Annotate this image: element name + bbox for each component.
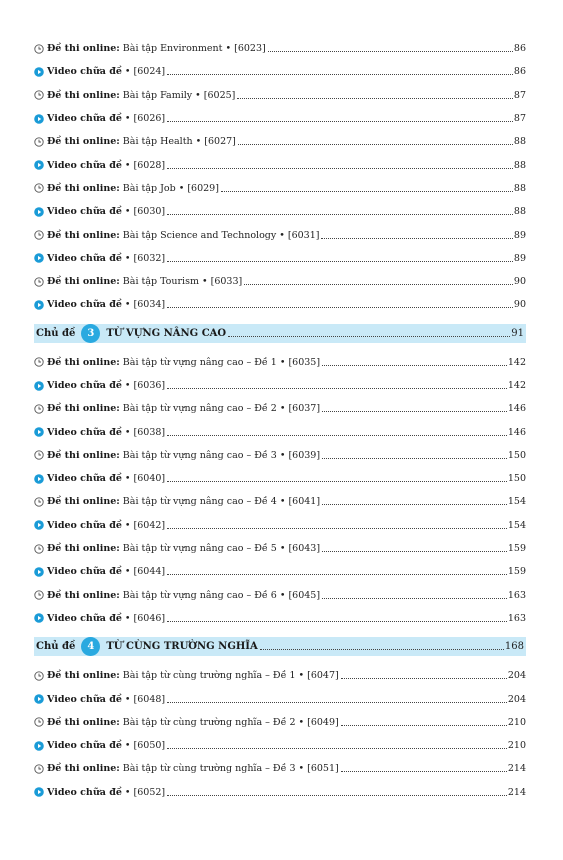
chapter-label: Chủ đề	[36, 641, 76, 653]
dot-leader	[167, 168, 513, 169]
toc-entry-exam[interactable]	[34, 130, 526, 153]
toc-entry-exam[interactable]	[34, 584, 526, 607]
entry-text: Bài tập Tourism • [6033]	[122, 276, 243, 288]
toc-entry-exam[interactable]	[34, 711, 526, 734]
entry-label: Video chữa đề	[47, 566, 122, 578]
play-circle-icon	[34, 300, 44, 310]
entry-text: Bài tập từ cùng trường nghĩa – Đề 2 • [6049]	[122, 716, 339, 728]
entry-text: • [6040]	[124, 473, 166, 485]
entry-label: Video chữa đề	[47, 612, 122, 624]
dot-leader	[167, 574, 507, 575]
entry-text: Bài tập Science and Technology • [6031]	[122, 229, 320, 241]
dot-leader	[238, 144, 513, 145]
toc-entry-exam[interactable]	[34, 397, 526, 420]
entry-page-number: 154	[507, 519, 526, 531]
dot-leader	[237, 98, 513, 99]
entry-page-number: 214	[507, 786, 526, 798]
toc-entry-exam[interactable]	[34, 37, 526, 60]
entry-text: Bài tập từ vựng nâng cao – Đề 1 • [6035]	[122, 356, 321, 368]
dot-leader	[322, 551, 507, 552]
dot-leader	[167, 621, 507, 622]
entry-page-number: 87	[513, 89, 526, 101]
entry-text: Bài tập từ vựng nâng cao – Đề 3 • [6039]	[122, 449, 321, 461]
entry-label: Video chữa đề	[47, 380, 122, 391]
entry-label: Đề thi online:	[47, 229, 120, 241]
chapter-title: TỪ VỰNG NÂNG CAO	[106, 327, 227, 339]
clock-icon	[34, 137, 44, 147]
entry-page-number: 146	[507, 403, 526, 415]
chapter-label: Chủ đề	[36, 327, 76, 339]
toc-entry-video[interactable]	[34, 200, 526, 223]
chapter-header[interactable]	[34, 637, 526, 656]
dot-leader	[167, 528, 507, 529]
toc-entry-exam[interactable]	[34, 223, 526, 246]
play-circle-icon	[34, 787, 44, 797]
dot-leader	[167, 702, 507, 703]
entry-text: • [6034]	[124, 299, 166, 311]
entry-label: Video chữa đề	[47, 693, 122, 705]
toc-entry-exam[interactable]	[34, 664, 526, 687]
chapter-page-number: 91	[511, 327, 524, 339]
entry-text: Bài tập từ vựng nâng cao – Đề 2 • [6037]	[122, 403, 321, 415]
play-circle-icon	[34, 381, 44, 391]
entry-text: Bài tập Environment • [6023]	[122, 43, 266, 55]
play-circle-icon	[34, 520, 44, 530]
entry-page-number: 163	[507, 612, 526, 624]
dot-leader	[322, 504, 507, 505]
dot-leader	[167, 748, 507, 749]
dot-leader	[321, 238, 512, 239]
entry-label: Đề thi online:	[47, 276, 120, 288]
toc-entry-exam[interactable]	[34, 757, 526, 780]
play-circle-icon	[34, 160, 44, 170]
clock-icon	[34, 671, 44, 681]
toc-entry-video[interactable]	[34, 607, 526, 630]
entry-page-number: 89	[513, 252, 526, 264]
play-circle-icon	[34, 253, 44, 263]
entry-text: Bài tập từ vựng nâng cao – Đề 5 • [6043]	[122, 543, 321, 555]
entry-text: Bài tập từ cùng trường nghĩa – Đề 1 • [6047]	[122, 670, 339, 682]
entry-page-number: 154	[507, 496, 526, 508]
dot-leader	[322, 411, 507, 412]
entry-page-number: 159	[507, 543, 526, 555]
entry-label: Đề thi online:	[47, 589, 120, 601]
entry-page-number: 88	[513, 159, 526, 171]
dot-leader	[341, 725, 507, 726]
entry-label: Đề thi online:	[47, 136, 120, 148]
toc-entry-video[interactable]	[34, 734, 526, 757]
entry-label: Đề thi online:	[47, 543, 120, 555]
entry-text: Bài tập từ vựng nâng cao – Đề 6 • [6045]	[122, 589, 321, 601]
entry-page-number: 86	[513, 43, 526, 55]
toc-entry-exam[interactable]	[34, 444, 526, 467]
entry-page-number: 87	[513, 113, 526, 125]
clock-icon	[34, 717, 44, 727]
toc-entry-exam[interactable]	[34, 537, 526, 560]
dot-leader	[167, 261, 513, 262]
entry-text: • [6042]	[124, 519, 166, 531]
entry-text: • [6030]	[124, 206, 166, 218]
entry-page-number: 214	[507, 763, 526, 775]
clock-icon	[34, 277, 44, 287]
entry-label: Video chữa đề	[47, 252, 122, 264]
dot-leader	[244, 284, 513, 285]
clock-icon	[34, 230, 44, 240]
play-circle-icon	[34, 67, 44, 77]
chapter-header[interactable]	[34, 324, 526, 343]
entry-label: Video chữa đề	[47, 740, 122, 752]
entry-page-number: 86	[513, 66, 526, 78]
entry-label: Video chữa đề	[47, 159, 122, 171]
dot-leader	[228, 336, 510, 337]
play-circle-icon	[34, 474, 44, 484]
entry-text: • [6044]	[124, 566, 166, 578]
entry-label: Video chữa đề	[47, 299, 122, 311]
clock-icon	[34, 44, 44, 54]
toc-entry-video[interactable]	[34, 687, 526, 710]
entry-text: Bài tập từ vựng nâng cao – Đề 4 • [6041]	[122, 496, 321, 508]
play-circle-icon	[34, 741, 44, 751]
entry-page-number: 90	[513, 276, 526, 288]
clock-icon	[34, 544, 44, 554]
dot-leader	[167, 307, 513, 308]
entry-page-number: 210	[507, 716, 526, 728]
play-circle-icon	[34, 694, 44, 704]
entry-text: • [6032]	[124, 252, 166, 264]
entry-page-number: 88	[513, 206, 526, 218]
dot-leader	[221, 191, 513, 192]
entry-text: • [6050]	[124, 740, 166, 752]
clock-icon	[34, 450, 44, 460]
play-circle-icon	[34, 427, 44, 437]
entry-label: Video chữa đề	[47, 113, 122, 125]
dot-leader	[167, 481, 507, 482]
dot-leader	[341, 678, 507, 679]
entry-page-number: 89	[513, 229, 526, 241]
dot-leader	[268, 51, 513, 52]
entry-label: Đề thi online:	[47, 670, 120, 682]
entry-page-number: 150	[507, 449, 526, 461]
play-circle-icon	[34, 207, 44, 217]
entry-page-number: 142	[507, 380, 526, 391]
entry-page-number: 146	[507, 426, 526, 438]
entry-page-number: 88	[513, 182, 526, 194]
entry-text: Bài tập từ cùng trường nghĩa – Đề 3 • [6051]	[122, 763, 339, 775]
toc-entry-video[interactable]	[34, 560, 526, 583]
entry-page-number: 88	[513, 136, 526, 148]
toc-entry-video[interactable]	[34, 107, 526, 130]
entry-page-number: 90	[513, 299, 526, 311]
entry-text: • [6024]	[124, 66, 166, 78]
entry-text: Bài tập Family • [6025]	[122, 89, 236, 101]
toc-entry-video[interactable]	[34, 60, 526, 83]
clock-icon	[34, 90, 44, 100]
dot-leader	[167, 121, 513, 122]
entry-label: Đề thi online:	[47, 43, 120, 55]
entry-label: Video chữa đề	[47, 426, 122, 438]
chapter-number-badge: 4	[81, 637, 100, 656]
entry-label: Đề thi online:	[47, 716, 120, 728]
toc-entry-exam[interactable]	[34, 84, 526, 107]
toc-entry-video[interactable]	[34, 514, 526, 537]
clock-icon	[34, 590, 44, 600]
entry-label: Đề thi online:	[47, 403, 120, 415]
dot-leader	[322, 598, 507, 599]
toc-entry-video[interactable]	[34, 374, 526, 397]
entry-text: • [6026]	[124, 113, 166, 125]
dot-leader	[167, 435, 507, 436]
entry-label: Video chữa đề	[47, 66, 122, 78]
entry-text: Bài tập Health • [6027]	[122, 136, 236, 148]
toc-entry-video[interactable]	[34, 420, 526, 443]
entry-label: Video chữa đề	[47, 786, 122, 798]
play-circle-icon	[34, 567, 44, 577]
dot-leader	[167, 795, 507, 796]
toc-entry-video[interactable]	[34, 467, 526, 490]
entry-text: • [6046]	[124, 612, 166, 624]
entry-label: Video chữa đề	[47, 473, 122, 485]
dot-leader	[167, 214, 513, 215]
entry-page-number: 210	[507, 740, 526, 752]
chapter-number-badge: 3	[81, 324, 100, 343]
clock-icon	[34, 183, 44, 193]
dot-leader	[322, 458, 507, 459]
toc-entry-exam[interactable]	[34, 270, 526, 293]
table-of-contents	[34, 37, 526, 804]
toc-entry-video[interactable]	[34, 153, 526, 176]
toc-entry-video[interactable]	[34, 293, 526, 316]
dot-leader	[322, 365, 507, 366]
entry-page-number: 142	[507, 356, 526, 368]
clock-icon	[34, 497, 44, 507]
entry-text: • [6028]	[124, 159, 166, 171]
entry-page-number: 163	[507, 589, 526, 601]
entry-text: • [6052]	[124, 786, 166, 798]
play-circle-icon	[34, 613, 44, 623]
entry-label: Đề thi online:	[47, 763, 120, 775]
entry-label: Video chữa đề	[47, 519, 122, 531]
entry-label: Đề thi online:	[47, 496, 120, 508]
entry-text: • [6048]	[124, 693, 166, 705]
entry-page-number: 159	[507, 566, 526, 578]
entry-text: • [6036]	[124, 380, 166, 391]
clock-icon	[34, 357, 44, 367]
entry-label: Đề thi online:	[47, 449, 120, 461]
clock-icon	[34, 404, 44, 414]
dot-leader	[341, 771, 507, 772]
entry-page-number: 150	[507, 473, 526, 485]
entry-label: Video chữa đề	[47, 206, 122, 218]
entry-page-number: 204	[507, 670, 526, 682]
toc-entry-exam[interactable]	[34, 177, 526, 200]
toc-entry-video[interactable]	[34, 247, 526, 270]
play-circle-icon	[34, 114, 44, 124]
toc-entry-exam[interactable]	[34, 490, 526, 513]
chapter-title: TỪ CÙNG TRƯỜNG NGHĨA	[106, 641, 258, 653]
dot-leader	[167, 388, 507, 389]
dot-leader	[260, 649, 504, 650]
toc-entry-exam[interactable]	[34, 351, 526, 374]
entry-label: Đề thi online:	[47, 89, 120, 101]
entry-label: Đề thi online:	[47, 356, 120, 368]
entry-page-number: 204	[507, 693, 526, 705]
entry-text: Bài tập Job • [6029]	[122, 182, 219, 194]
chapter-page-number: 168	[504, 641, 524, 653]
clock-icon	[34, 764, 44, 774]
entry-label: Đề thi online:	[47, 182, 120, 194]
toc-entry-video[interactable]	[34, 781, 526, 804]
entry-text: • [6038]	[124, 426, 166, 438]
dot-leader	[167, 74, 513, 75]
